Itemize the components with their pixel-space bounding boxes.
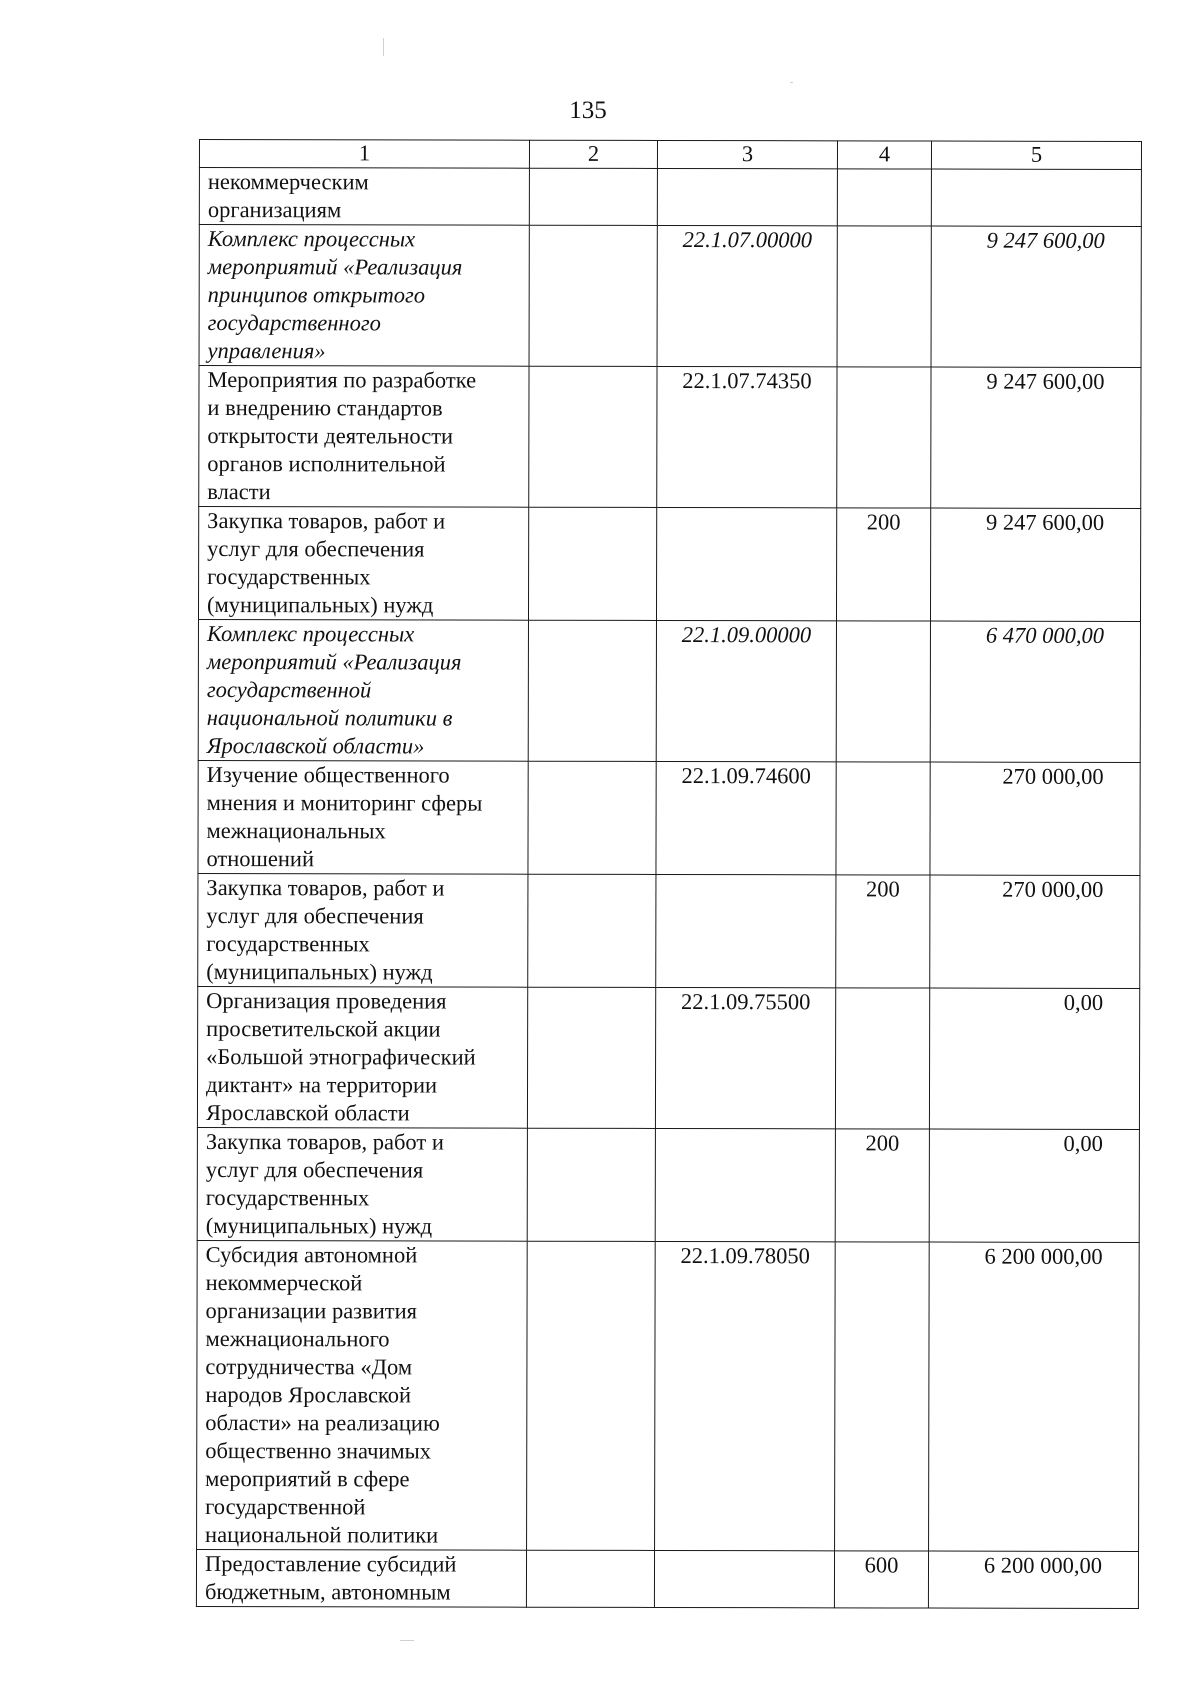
page-number: 135 [569, 97, 607, 124]
table-body [196, 168, 1141, 1609]
target-code-cell: 22.1.09.75500 [655, 987, 835, 1128]
amount-cell: 6 470 000,00 [930, 621, 1140, 762]
column-2-cell [529, 225, 657, 366]
expense-type-cell: 600 [834, 1551, 928, 1608]
expense-type-cell [837, 367, 931, 508]
column-2-cell [528, 620, 656, 761]
column-2-cell [528, 761, 656, 874]
table-row [198, 873, 1140, 988]
amount-cell: 9 247 600,00 [930, 508, 1140, 621]
item-name-cell: Комплекс процессных мероприятий «Реализация принципов открытого государственного управления» [199, 225, 529, 367]
column-2-cell [527, 987, 655, 1128]
item-name-cell: Предоставление субсидий бюджетным, автономным [196, 1549, 526, 1607]
target-code-cell [657, 168, 837, 225]
item-name-cell: Изучение общественного мнения и мониторинг сферы межнациональных отношений [198, 760, 528, 874]
amount-cell: 9 247 600,00 [931, 226, 1141, 367]
expense-type-cell [836, 621, 930, 762]
amount-cell: 270 000,00 [930, 762, 1140, 875]
target-code-cell [654, 1550, 834, 1607]
target-code-cell [656, 874, 836, 987]
table-row [198, 507, 1140, 622]
expense-type-cell: 200 [836, 875, 930, 988]
column-2-cell [526, 1550, 654, 1607]
item-name-cell: некоммерческим организациям [199, 168, 529, 226]
amount-cell: 6 200 000,00 [929, 1242, 1140, 1551]
amount-cell: 0,00 [929, 988, 1139, 1129]
column-2-cell [529, 366, 657, 507]
column-header-1: 1 [199, 140, 529, 169]
expense-type-cell [836, 762, 930, 875]
item-name-cell: Организация проведения просветительской акции «Большой этнографический диктант» на территории Ярославской области [197, 986, 527, 1128]
column-2-cell [527, 1241, 656, 1550]
target-code-cell: 22.1.09.74600 [656, 761, 836, 874]
scan-mark [790, 82, 793, 83]
item-name-cell: Закупка товаров, работ и услуг для обеспечения государственных (муниципальных) нужд [198, 873, 528, 987]
column-2-cell [527, 1128, 655, 1241]
column-header-3: 3 [657, 140, 837, 168]
table-row [197, 986, 1139, 1129]
column-2-cell [528, 507, 656, 620]
table-row [199, 366, 1141, 509]
scan-mark [383, 38, 384, 56]
expense-type-cell [837, 169, 931, 226]
amount-cell [931, 169, 1141, 226]
column-header-5: 5 [931, 141, 1141, 169]
expense-type-cell [835, 1242, 930, 1551]
expense-type-cell: 200 [836, 508, 930, 621]
target-code-cell: 22.1.09.78050 [655, 1241, 836, 1550]
target-code-cell [655, 1128, 835, 1241]
expense-type-cell [835, 988, 929, 1129]
item-name-cell: Субсидия автономной некоммерческой организации развития межнационального сотрудничества «Дом народов Ярославской области» на реализацию общественно значимых мероприятий в сфере государственной национальной политики [197, 1240, 528, 1550]
target-code-cell: 22.1.07.00000 [657, 225, 837, 366]
budget-table [196, 139, 1142, 1609]
item-name-cell: Комплекс процессных мероприятий «Реализация государственной национальной политики в Ярославской области» [198, 620, 528, 762]
column-2-cell [528, 874, 656, 987]
column-header-4: 4 [837, 141, 931, 169]
column-2-cell [529, 168, 657, 225]
item-name-cell: Закупка товаров, работ и услуг для обеспечения государственных (муниципальных) нужд [198, 507, 528, 621]
table-row [197, 1240, 1140, 1551]
expense-type-cell [837, 226, 931, 367]
expense-type-cell: 200 [835, 1129, 929, 1242]
header-row [199, 140, 1141, 170]
column-header-2: 2 [529, 140, 657, 168]
table-row [198, 760, 1140, 875]
table-row [199, 225, 1141, 368]
scan-mark [400, 1640, 414, 1641]
amount-cell: 0,00 [929, 1129, 1139, 1242]
table-row [199, 168, 1141, 227]
table-row [198, 620, 1140, 763]
amount-cell: 270 000,00 [930, 875, 1140, 988]
item-name-cell: Закупка товаров, работ и услуг для обеспечения государственных (муниципальных) нужд [197, 1127, 527, 1241]
amount-cell: 9 247 600,00 [931, 367, 1141, 508]
target-code-cell: 22.1.09.00000 [656, 620, 836, 761]
amount-cell: 6 200 000,00 [928, 1551, 1138, 1608]
item-name-cell: Мероприятия по разработке и внедрению стандартов открытости деятельности органов исполнительной власти [199, 366, 529, 508]
target-code-cell: 22.1.07.74350 [657, 366, 837, 507]
table-row [196, 1549, 1138, 1608]
table-row [197, 1127, 1139, 1242]
target-code-cell [656, 507, 836, 620]
